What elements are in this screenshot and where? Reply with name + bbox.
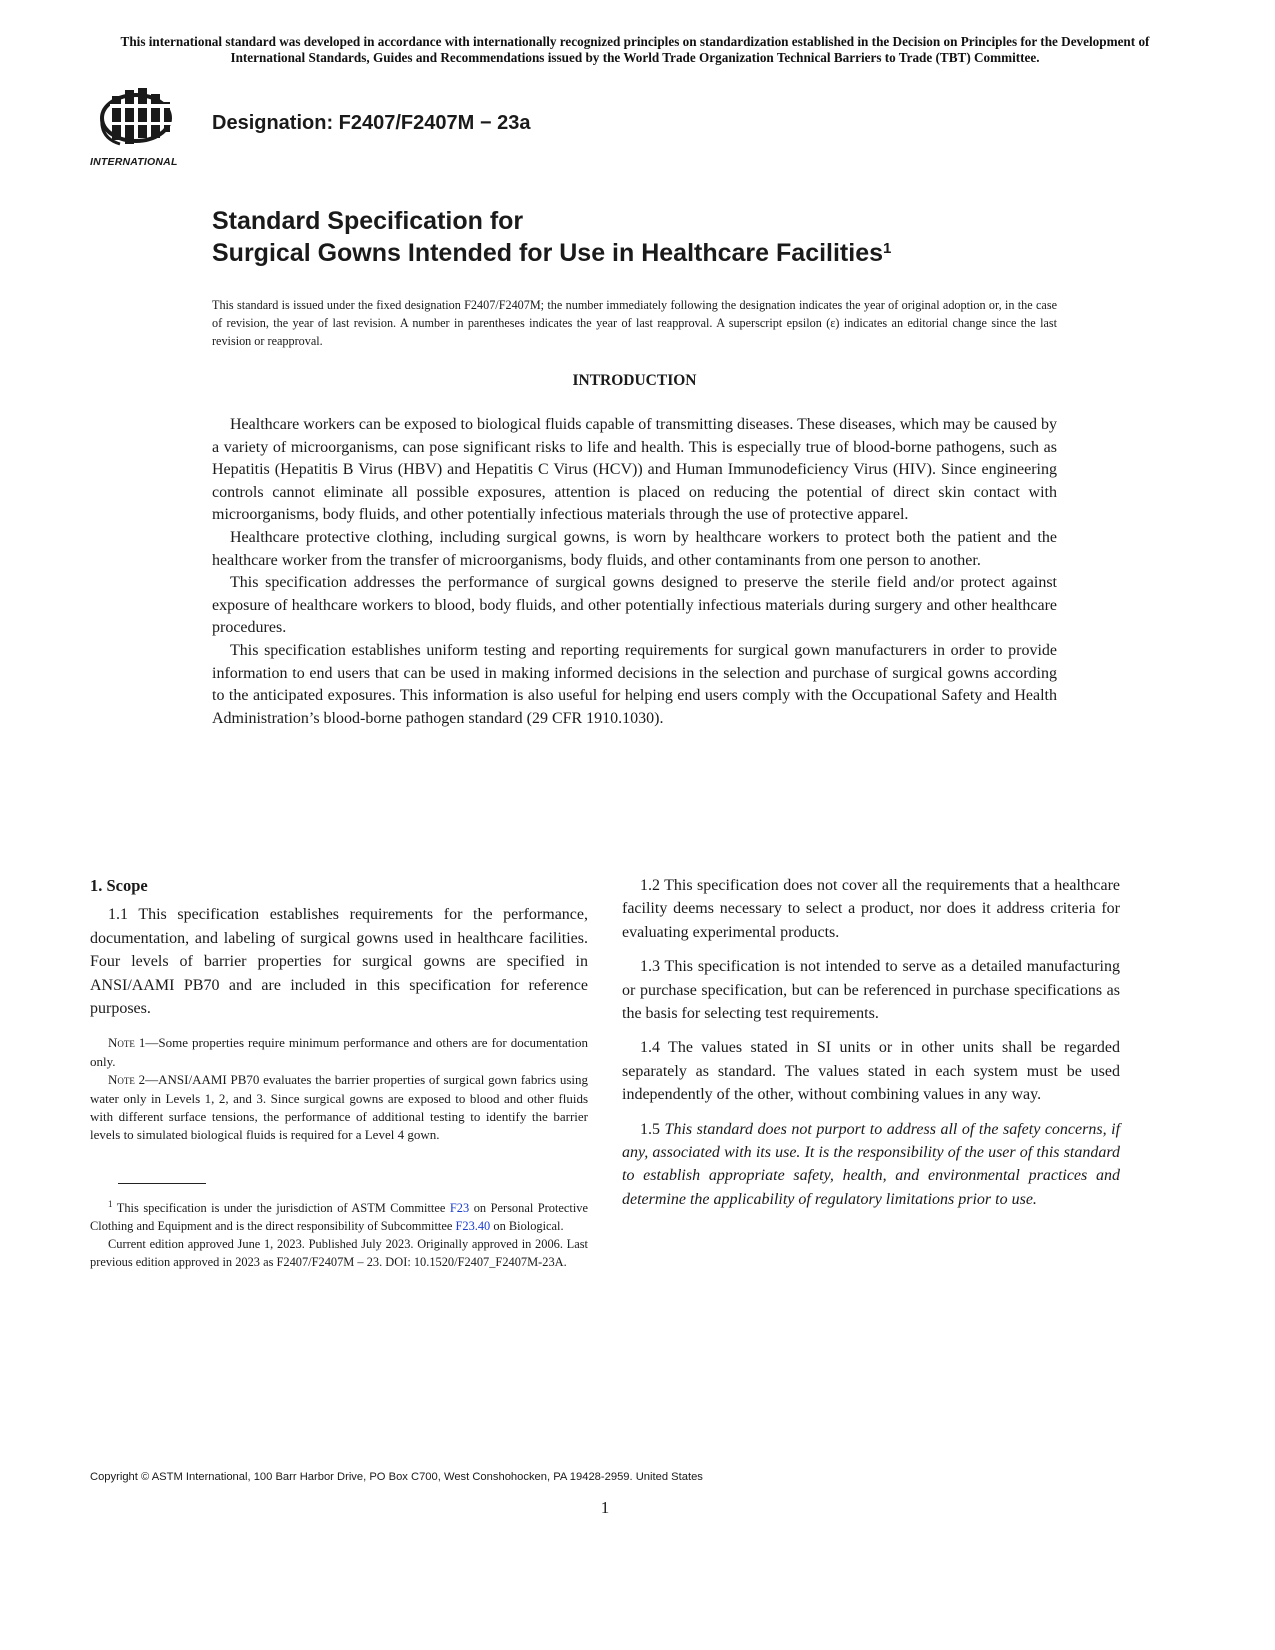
note-1-text: —Some properties require minimum performance and others are for documentation only. xyxy=(90,1035,588,1069)
introduction-heading: INTRODUCTION xyxy=(572,372,697,389)
paragraph-1-3: 1.3 This specification is not intended to serve as a detailed manufacturing or purchase specification, but can be referenced in purchase specifications as the basis for selecting test requirements. xyxy=(622,958,1120,1023)
page-title xyxy=(212,205,1172,269)
astm-international-logo xyxy=(90,84,190,172)
footnote-jurisdiction xyxy=(90,1196,588,1236)
right-column xyxy=(622,874,1120,1211)
intro-paragraph: Healthcare protective clothing, including surgical gowns, is worn by healthcare workers to protect both the patient and the healthcare worker from the transfer of microorganisms, body fluids, and other contaminants from one person to another. xyxy=(212,528,1057,569)
paragraph-1-5-text: This standard does not purport to address all of the safety concerns, if any, associated with its use. It is the responsibility of the user of this standard to establish appropriate safety, health, and environmental practices and determine the applicability of regulatory limitations prior to use. xyxy=(622,1120,1121,1208)
paragraph-1-5 xyxy=(622,1118,1120,1212)
footnote-text-b: on Personal Protective Clothing and Equipment and is the direct responsibility of Subcommittee xyxy=(90,1201,588,1233)
note-1-label: Note 1 xyxy=(108,1035,146,1051)
footnote-edition: Current edition approved June 1, 2023. Published July 2023. Originally approved in 2006. Last previous edition approved in 2023 as F2407/F2407M – 23. DOI: 10.1520/F2407_F2407M-23A. xyxy=(90,1236,588,1269)
note-1 xyxy=(90,1034,588,1071)
logo-wordmark: INTERNATIONAL xyxy=(90,156,178,168)
footnote xyxy=(90,1196,588,1271)
left-column xyxy=(90,874,588,1145)
intro-paragraph: This specification addresses the performance of surgical gowns designed to preserve the sterile field and/or protect against exposure of healthcare workers to blood, body fluids, and other potentially infectious materials during surgery and other healthcare procedures. xyxy=(212,574,1057,637)
committee-link[interactable]: F23 xyxy=(449,1201,470,1216)
copyright-line: Copyright © ASTM International, 100 Barr Harbor Drive, PO Box C700, West Conshohocken, PA 19428-2959. United States xyxy=(90,1471,703,1483)
subcommittee-link[interactable]: F23.40 xyxy=(455,1218,491,1233)
note-2-text: —ANSI/AAMI PB70 evaluates the barrier properties of surgical gown fabrics using water only in Levels 1, 2, and 3. Since surgical gowns are exposed to blood and other fluids with different surface tensions, the performance of additional testing to identify the barrier levels to simulated biological fluids is required for a Level 4 gown. xyxy=(90,1072,588,1143)
note-2-label: Note 2 xyxy=(108,1072,146,1088)
title-line-2-text: Surgical Gowns Intended for Use in Healthcare Facilities xyxy=(212,239,884,267)
footnote-text-a: This specification is under the jurisdiction of ASTM Committee xyxy=(116,1201,446,1216)
paragraph-1-4: 1.4 The values stated in SI units or in other units shall be regarded separately as standard. The values stated in each system must be used independently of the other, without combining values in any way. xyxy=(622,1039,1120,1104)
page-number: 1 xyxy=(600,1498,610,1517)
footnote-divider xyxy=(118,1183,206,1184)
footnote-mark: 1 xyxy=(108,1199,113,1209)
issued-note: This standard is issued under the fixed designation F2407/F2407M; the number immediately following the designation indicates the year of original adoption or, in the case of revision, the year of last revision. A number in parentheses indicates the year of last reapproval. A superscript epsilon (ε) indicates an editorial change since the last revision or reapproval. xyxy=(212,298,1057,348)
wto-notice: This international standard was developed in accordance with internationally recognized principles on standardization established in the Decision on Principles for the Development of International Standards, Guides and Recommendations issued by the World Trade Organization Technical Barriers to Trade (TBT) Committee. xyxy=(120,34,1150,65)
designation: Designation: F2407/F2407M − 23a xyxy=(212,112,531,134)
paragraph-1-1: 1.1 This specification establishes requirements for the performance, documentation, and labeling of surgical gowns used in healthcare facilities. Four levels of barrier properties for surgical gowns are specified in ANSI/AAMI PB70 and are included in this specification for reference purposes. xyxy=(90,906,588,1018)
title-line-1: Standard Specification for xyxy=(212,207,524,235)
footnote-text-c: on Biological. xyxy=(493,1218,564,1233)
paragraph-1-2: 1.2 This specification does not cover all the requirements that a healthcare facility deems necessary to select a product, nor does it address criteria for evaluating experimental products. xyxy=(622,877,1120,941)
section-heading-scope: 1. Scope xyxy=(90,876,148,895)
intro-paragraph: Healthcare workers can be exposed to biological fluids capable of transmitting diseases. These diseases, which may be caused by a variety of microorganisms, can pose significant risks to life and health. This is especially true of blood-borne pathogens, such as Hepatitis (Hepatitis B Virus (HBV) and Hepatitis C Virus (HCV)) and Human Immunodeficiency Virus (HIV). Since engineering controls cannot eliminate all possible exposures, attention is placed on reducing the potential of direct skin contact with microorganisms, body fluids, and other potentially infectious materials through the use of protective apparel. xyxy=(212,416,1057,524)
note-2 xyxy=(90,1071,588,1145)
intro-paragraph: This specification establishes uniform testing and reporting requirements for surgical gown manufacturers in order to provide information to end users that can be used in making informed decisions in the selection and purchase of surgical gowns according to the anticipated exposures. This information is also useful for helping end users comply with the Occupational Safety and Health Administration’s blood-borne pathogen standard (29 CFR 1910.1030). xyxy=(212,641,1057,727)
introduction-body xyxy=(212,414,1057,730)
title-line-2 xyxy=(212,237,1172,269)
paragraph-1-5-number: 1.5 xyxy=(640,1120,660,1138)
title-footnote-mark: 1 xyxy=(883,240,892,257)
